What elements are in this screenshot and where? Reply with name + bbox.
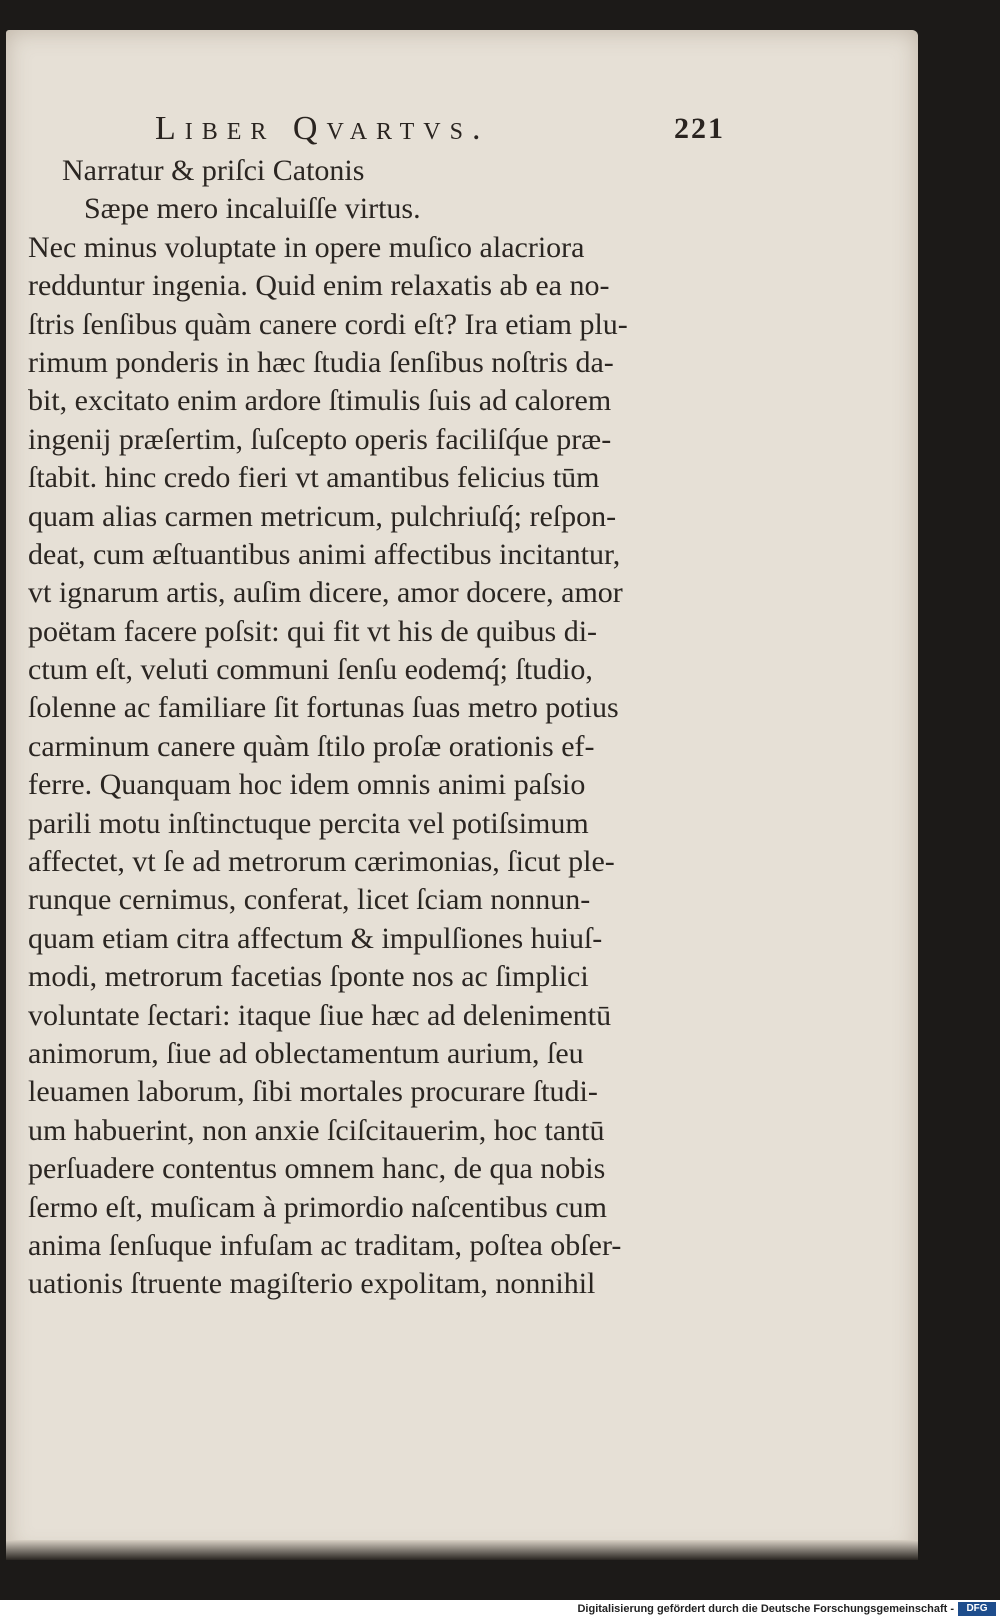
- text-line: deat, cum æſtuantibus animi affectibus incitantur,: [28, 537, 621, 571]
- text-line: carminum canere quàm ſtilo proſæ orationis ef-: [28, 729, 595, 763]
- text-line: ſolenne ac familiare ſit fortunas ſuas metro potius: [28, 691, 619, 725]
- text-line: affectet, vt ſe ad metrorum cærimonias, ſicut ple-: [28, 845, 615, 879]
- text-line: voluntate ſectari: itaque ſiue hæc ad delenimentū: [28, 998, 612, 1032]
- dfg-logo: DFG: [958, 1602, 996, 1616]
- page-number: 221: [674, 112, 725, 145]
- text-line: uationis ſtruente magiſterio expolitam, nonnihil: [28, 1267, 596, 1301]
- text-line: runque cernimus, conferat, licet ſciam nonnun-: [28, 883, 591, 917]
- text-line: ſtabit. hinc credo fieri vt amantibus felicius tūm: [28, 461, 600, 495]
- text-line: ferre. Quanquam hoc idem omnis animi paſsio: [28, 768, 586, 802]
- footer-bar: [0, 1600, 1000, 1620]
- text-line: ſermo eſt, muſicam à primordio naſcentibus cum: [28, 1190, 608, 1224]
- text-line: quam alias carmen metricum, pulchriuſq́; reſpon-: [28, 499, 617, 533]
- text-line: animorum, ſiue ad oblectamentum aurium, ſeu: [28, 1036, 584, 1070]
- text-line: anima ſenſuque infuſam ac traditam, poſtea obſer-: [28, 1228, 622, 1262]
- body-text: [28, 152, 728, 1304]
- text-line: modi, metrorum facetias ſponte nos ac ſimplici: [28, 960, 589, 994]
- text-line: perſuadere contentus omnem hanc, de qua nobis: [28, 1152, 606, 1186]
- page-header: [155, 110, 725, 150]
- text-line: um habuerint, non anxie ſciſcitauerim, hoc tantū: [28, 1113, 605, 1147]
- text-line: quam etiam citra affectum & impulſiones huiuſ-: [28, 921, 603, 955]
- text-line: vt ignarum artis, auſim dicere, amor docere, amor: [28, 576, 623, 610]
- text-line: rimum ponderis in hæc ſtudia ſenſibus noſtris da-: [28, 345, 614, 379]
- running-title: Liber Qvartvs.: [155, 110, 490, 147]
- text-line: ingenij præſertim, ſuſcepto operis faciliſq́ue præ-: [28, 422, 612, 456]
- page-edge-shadow: [6, 1540, 918, 1560]
- text-line: ſtris ſenſibus quàm canere cordi eſt? Ira etiam plu-: [28, 307, 628, 341]
- text-line: poëtam facere poſsit: qui fit vt his de quibus di-: [28, 614, 598, 648]
- text-line: leuamen laborum, ſibi mortales procurare ſtudi-: [28, 1075, 598, 1109]
- text-line: Nec minus voluptate in opere muſico alacriora: [28, 230, 585, 264]
- text-line: redduntur ingenia. Quid enim relaxatis ab ea no-: [28, 269, 610, 303]
- text-line: ctum eſt, veluti communi ſenſu eodemq́; ſtudio,: [28, 653, 593, 687]
- text-line: bit, excitato enim ardore ſtimulis ſuis ad calorem: [28, 384, 612, 418]
- verse-line: Sæpe mero incaluiſſe virtus.: [84, 192, 421, 226]
- book-page: [6, 30, 918, 1555]
- verse-line: Narratur & priſci Catonis: [62, 154, 365, 187]
- text-line: parili motu inſtinctuque percita vel potiſsimum: [28, 806, 589, 840]
- funding-credit: Digitalisierung gefördert durch die Deutsche Forschungsgemeinschaft -: [577, 1603, 954, 1615]
